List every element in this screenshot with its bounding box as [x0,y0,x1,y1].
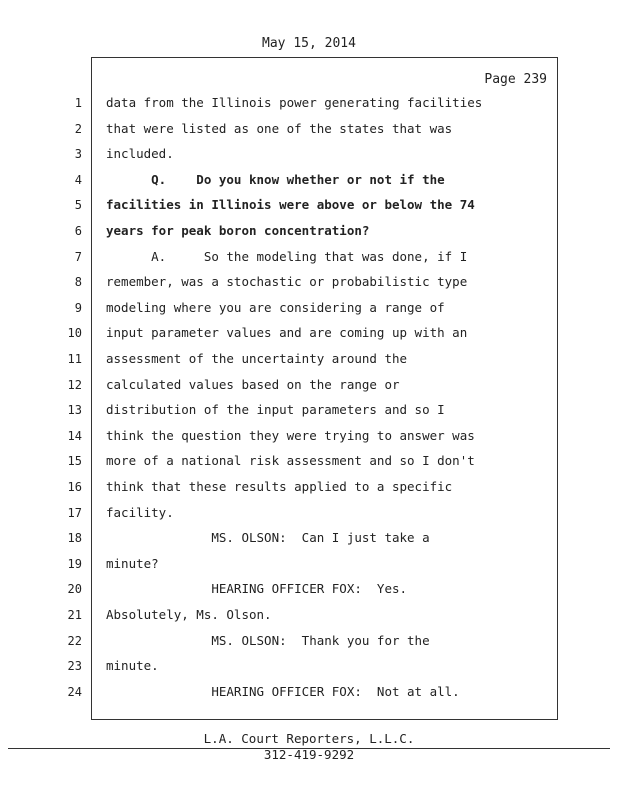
line-number: 17 [67,506,82,520]
line-number: 7 [74,250,82,264]
line-number: 6 [74,224,82,238]
transcript-line: modeling where you are considering a range of [106,300,445,315]
line-number: 14 [67,429,82,443]
line-number: 1 [74,96,82,110]
line-number: 15 [67,454,82,468]
line-number: 9 [74,301,82,315]
transcript-line: years for peak boron concentration? [106,223,370,238]
line-number: 23 [67,659,82,673]
transcript-line: Q. Do you know whether or not if the [106,172,445,187]
transcript-line: remember, was a stochastic or probabilistic type [106,274,468,289]
transcript-line: that were listed as one of the states that was [106,121,453,136]
transcript-line: minute? [106,556,159,571]
transcript-line: minute. [106,658,159,673]
line-number: 24 [67,685,82,699]
transcript-line: facility. [106,505,174,520]
line-number: 13 [67,403,82,417]
transcript-line: think that these results applied to a specific [106,479,453,494]
line-number: 3 [74,147,82,161]
line-number: 18 [67,531,82,545]
transcript-line: MS. OLSON: Can I just take a [106,530,430,545]
line-number: 19 [67,557,82,571]
line-number: 16 [67,480,82,494]
transcript-date: May 15, 2014 [262,36,356,51]
transcript-line: included. [106,146,174,161]
transcript-line: more of a national risk assessment and so I don't [106,453,475,468]
transcript-line: A. So the modeling that was done, if I [106,249,468,264]
line-number: 22 [67,634,82,648]
page-number: Page 239 [484,72,547,87]
line-number: 2 [74,122,82,136]
transcript-line: distribution of the input parameters and so I [106,402,445,417]
transcript-line: facilities in Illinois were above or below the 74 [106,197,475,212]
transcript-line: input parameter values and are coming up with an [106,325,468,340]
transcript-line: assessment of the uncertainty around the [106,351,408,366]
transcript-line: MS. OLSON: Thank you for the [106,633,430,648]
transcript-line: calculated values based on the range or [106,377,400,392]
transcript-line: HEARING OFFICER FOX: Not at all. [106,684,460,699]
line-number: 4 [74,173,82,187]
line-number: 10 [67,326,82,340]
line-number: 5 [74,198,82,212]
line-number: 20 [67,582,82,596]
court-reporter-phone: 312-419-9292 [263,747,355,762]
line-number: 11 [67,352,82,366]
line-number: 12 [67,378,82,392]
line-number: 8 [74,275,82,289]
transcript-line: Absolutely, Ms. Olson. [106,607,272,622]
transcript-line: HEARING OFFICER FOX: Yes. [106,581,408,596]
line-number: 21 [67,608,82,622]
court-reporter-name: L.A. Court Reporters, L.L.C. [203,731,415,746]
transcript-line: data from the Illinois power generating facilities [106,95,483,110]
transcript-line: think the question they were trying to answer was [106,428,475,443]
